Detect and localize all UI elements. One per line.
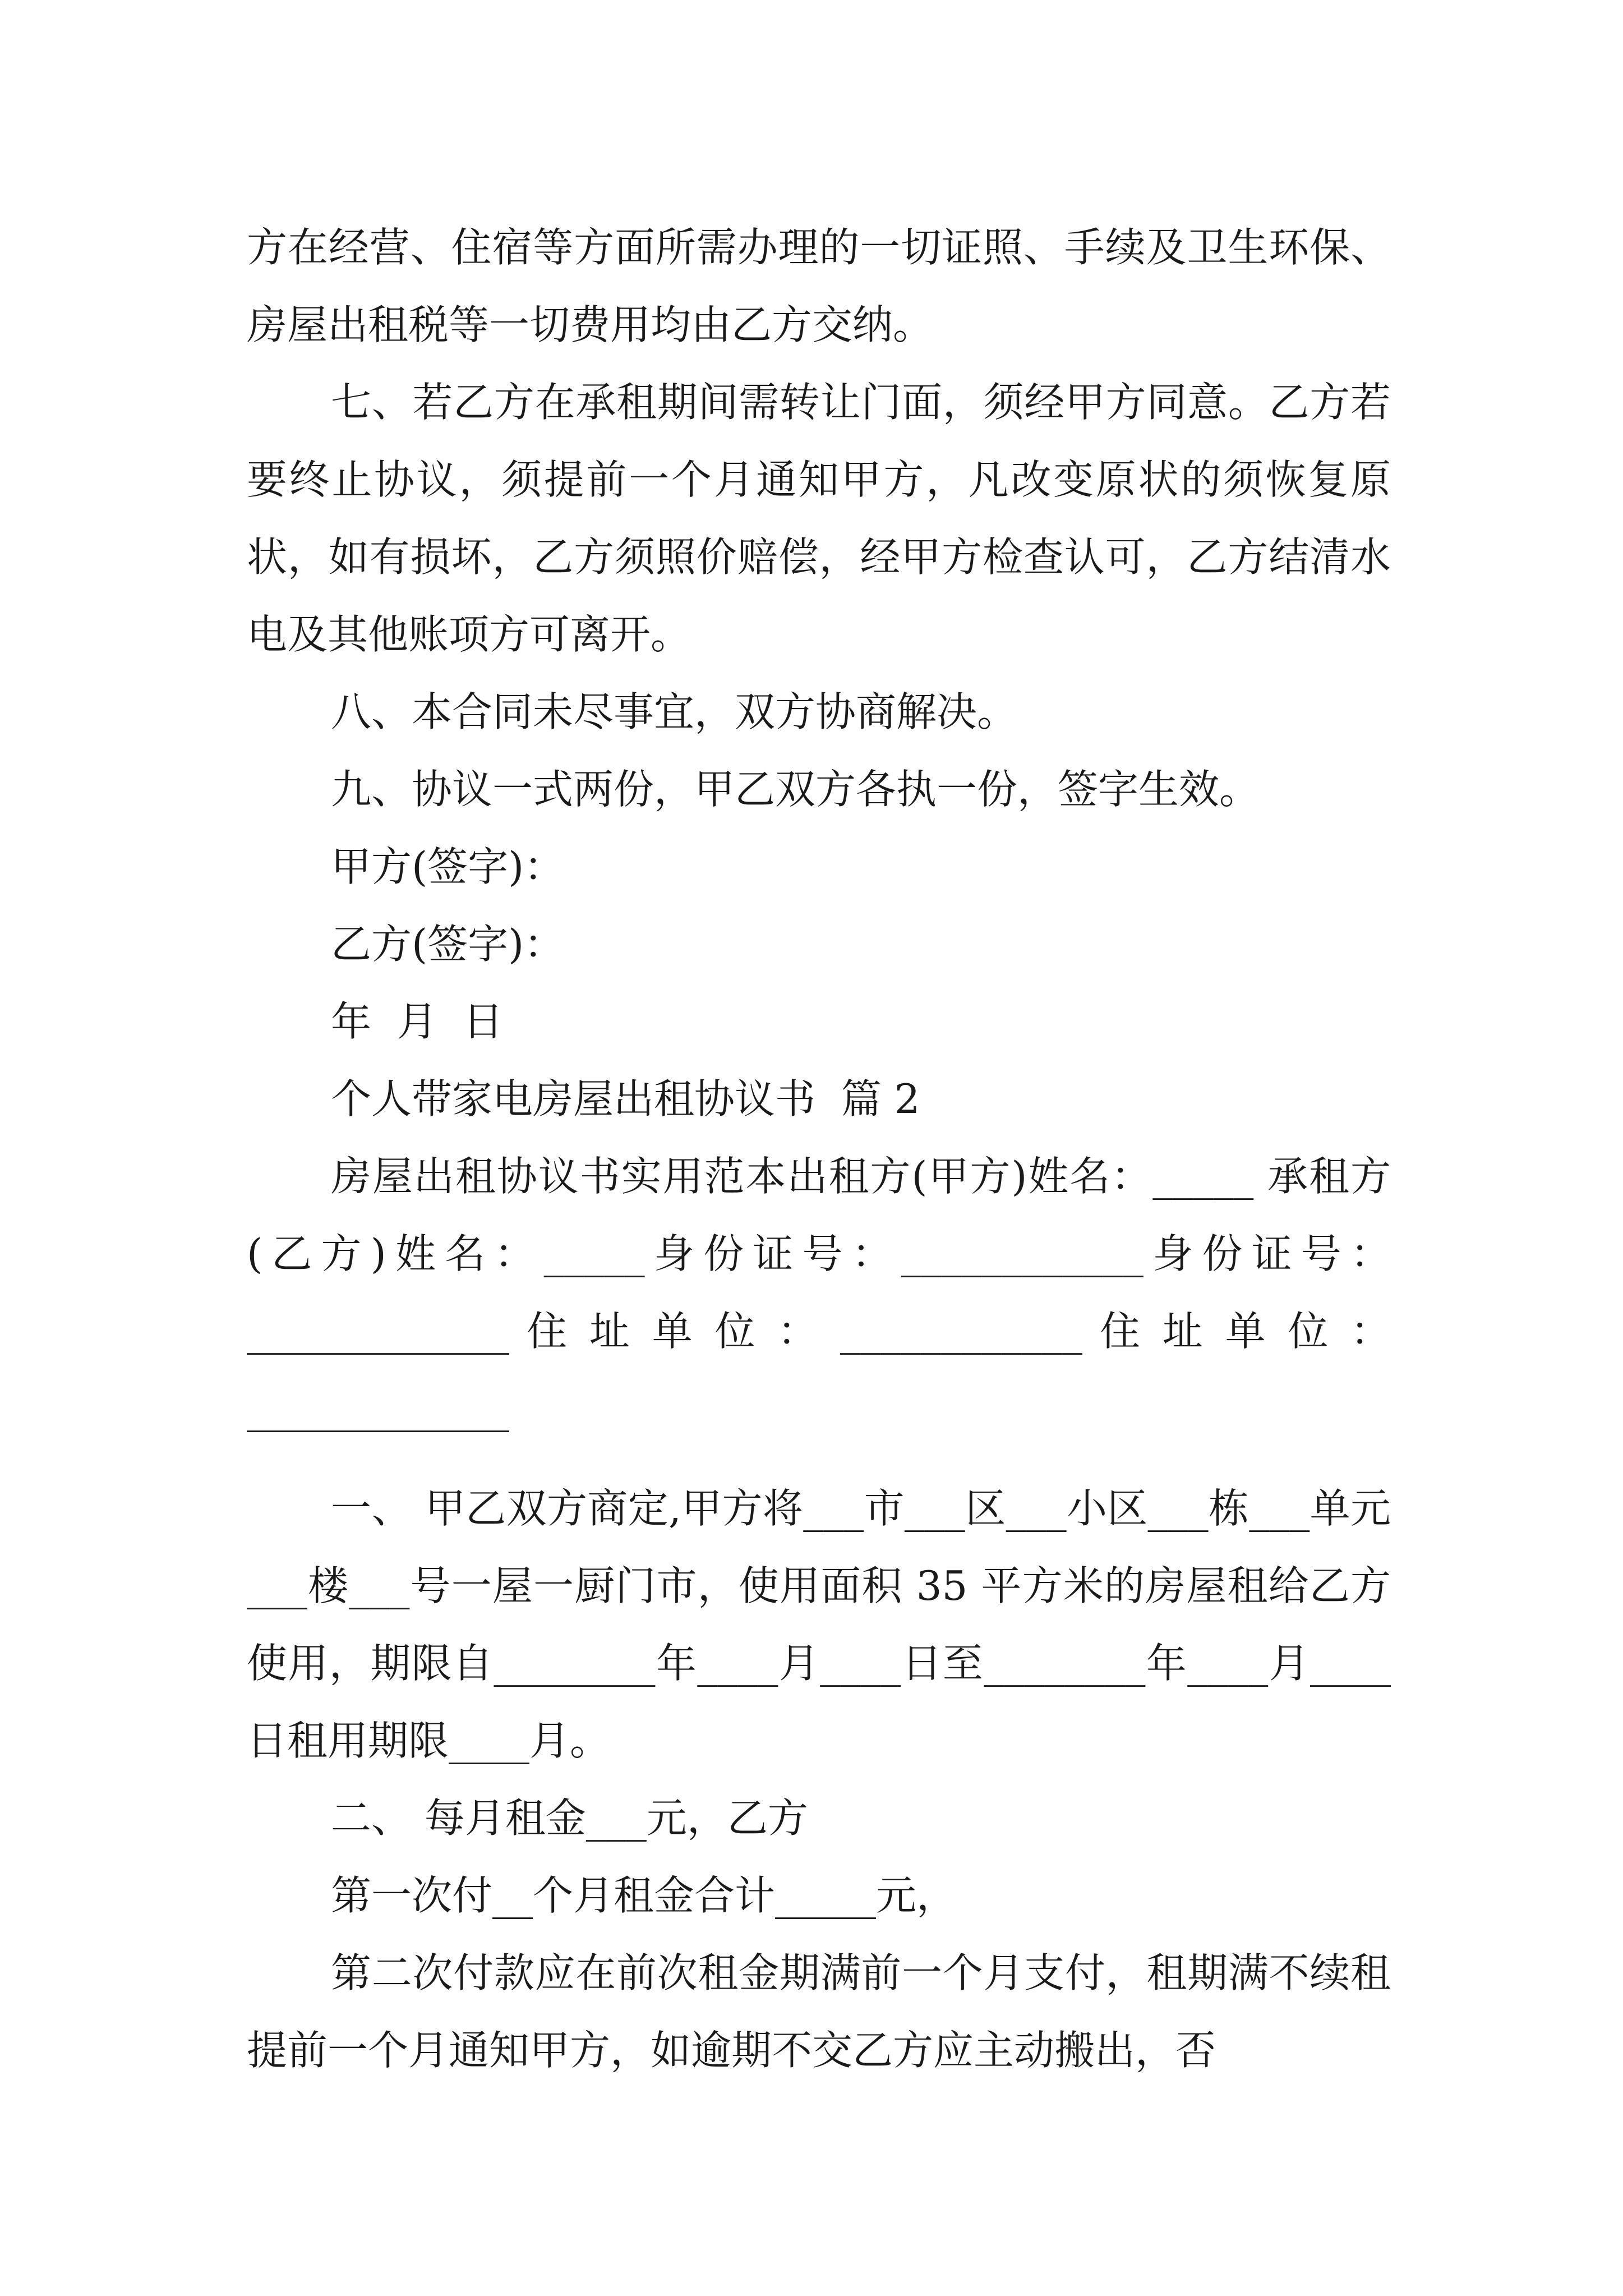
- spacer: [247, 1447, 1391, 1470]
- paragraph-clause-7: 七、若乙方在承租期间需转让门面，须经甲方同意。乙方若要终止协议，须提前一个月通知甲方，凡改变原状的须恢复原状，如有损坏，乙方须照价赔偿，经甲方检查认可，乙方结清水电及其他账项方可离开。: [247, 379, 1391, 658]
- paragraph-first-payment: 第一次付__个月租金合计_____元，: [331, 1872, 957, 1919]
- document-page: [247, 209, 1404, 2089]
- paragraph-clause-8: 八、本合同未尽事宜，双方协商解决。: [331, 688, 1018, 735]
- paragraph-clause-2: 二、 每月租金___元，乙方: [331, 1795, 808, 1842]
- paragraph-second-payment: 第二次付款应在前次租金期满前一个月支付，租期满不续租提前一个月通知甲方，如逾期不交乙方应主动搬出，否: [247, 1949, 1391, 2074]
- paragraph-clause-9: 九、协议一式两份，甲乙双方各执一份，签字生效。: [331, 766, 1260, 813]
- signature-date: 年 月 日: [331, 998, 504, 1045]
- signature-party-b: 乙方(签字)：: [331, 921, 565, 968]
- paragraph-clause-1: 一、 甲乙双方商定,甲方将___市___区___小区___栋___单元___楼___号一屋一厨门市，使用面积 35 平方米的房屋租给乙方使用，期限自________年____月____日至________年____月____日租用期限____月。: [247, 1485, 1391, 1764]
- paragraph-fees: 方在经营、住宿等方面所需办理的一切证照、手续及卫生环保、房屋出租税等一切费用均由乙方交纳。: [247, 224, 1391, 348]
- signature-party-a: 甲方(签字)：: [331, 843, 565, 890]
- section-heading-2: 个人带家电房屋出租协议书 篇 2: [331, 1075, 920, 1122]
- paragraph-parties: 房屋出租协议书实用范本出租方(甲方)姓名：_____ 承租方(乙方)姓名：_____身份证号：____________身份证号：_____________ 住 址 单 位 ： ____________ 住 址 单 位 ： _____________: [247, 1153, 1404, 1432]
